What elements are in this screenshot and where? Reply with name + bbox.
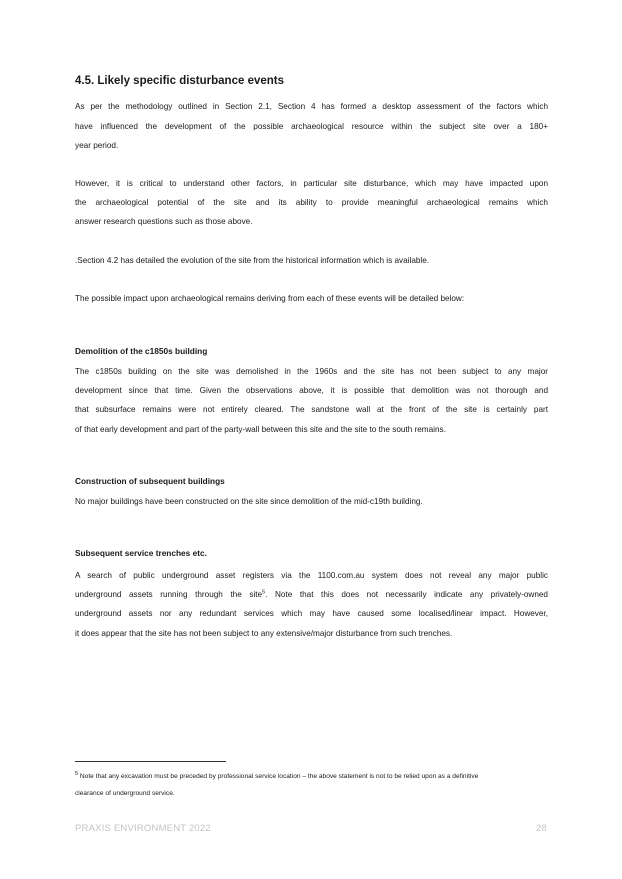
construction-line-1: No major buildings have been constructed on the site since demolition of the mid-c19th building. [75, 497, 423, 506]
however-line-1: However, it is critical to understand other factors, in particular site disturbance, which may have impacted upon [75, 179, 548, 188]
footnote-line-1 [75, 770, 479, 781]
intro-line-3: year period. [75, 141, 119, 150]
trenches-line-2-end: . Note that this does not necessarily indicate any privately-owned [265, 590, 548, 599]
trenches-line-2 [75, 590, 548, 600]
footnote-line-2: clearance of underground service. [75, 790, 175, 797]
service-trenches-subheading: Subsequent service trenches etc. [75, 548, 207, 558]
page-number: 28 [536, 823, 547, 834]
demolition-line-1: The c1850s building on the site was demolished in the 1960s and the site has not been subject to any major [75, 367, 548, 376]
trenches-line-1: A search of public underground asset registers via the 1100.com.au system does not reveal any major public [75, 571, 548, 580]
footnote-number: 5 [75, 770, 79, 777]
demolition-subheading: Demolition of the c1850s building [75, 346, 208, 356]
section-reference-paragraph: .Section 4.2 has detailed the evolution of the site from the historical information which is available. [75, 256, 430, 265]
intro-line-1: As per the methodology outlined in Section 2.1, Section 4 has formed a desktop assessment of the factors which [75, 102, 548, 111]
demolition-line-4: of that early development and part of the party-wall between this site and the site to the south remains. [75, 425, 446, 434]
trenches-line-3: underground assets nor any redundant services which may have caused some localised/linear impact. However, [75, 609, 548, 618]
footnote-reference[interactable]: 5 [262, 589, 266, 596]
demolition-line-3: that subsurface remains were not entirely cleared. The sandstone wall at the front of the site is certainly part [75, 405, 548, 414]
impact-intro-paragraph: The possible impact upon archaeological remains deriving from each of these events will be detailed below: [75, 294, 465, 303]
section-heading: 4.5. Likely specific disturbance events [75, 75, 285, 87]
trenches-line-4: it does appear that the site has not been subject to any extensive/major disturbance from such trenches. [75, 629, 453, 638]
footnote-divider [75, 761, 226, 762]
construction-subheading: Construction of subsequent buildings [75, 476, 225, 486]
footer-company: PRAXIS ENVIRONMENT 2022 [75, 823, 211, 834]
demolition-line-2: development since that time. Given the observations above, it is possible that demolition was not thorough and [75, 386, 548, 395]
however-line-2: the archaeological potential of the site and its ability to provide meaningful archaeological remains which [75, 198, 548, 207]
trenches-line-2-start: underground assets running through the site [75, 590, 263, 599]
however-line-3: answer research questions such as those above. [75, 217, 253, 226]
intro-line-2: have influenced the development of the possible archaeological resource within the subject site over a 180+ [75, 122, 548, 131]
footnote-text: Note that any excavation must be preceded by professional service location – the above statement is not to be relied upon as a definitive [78, 773, 479, 780]
